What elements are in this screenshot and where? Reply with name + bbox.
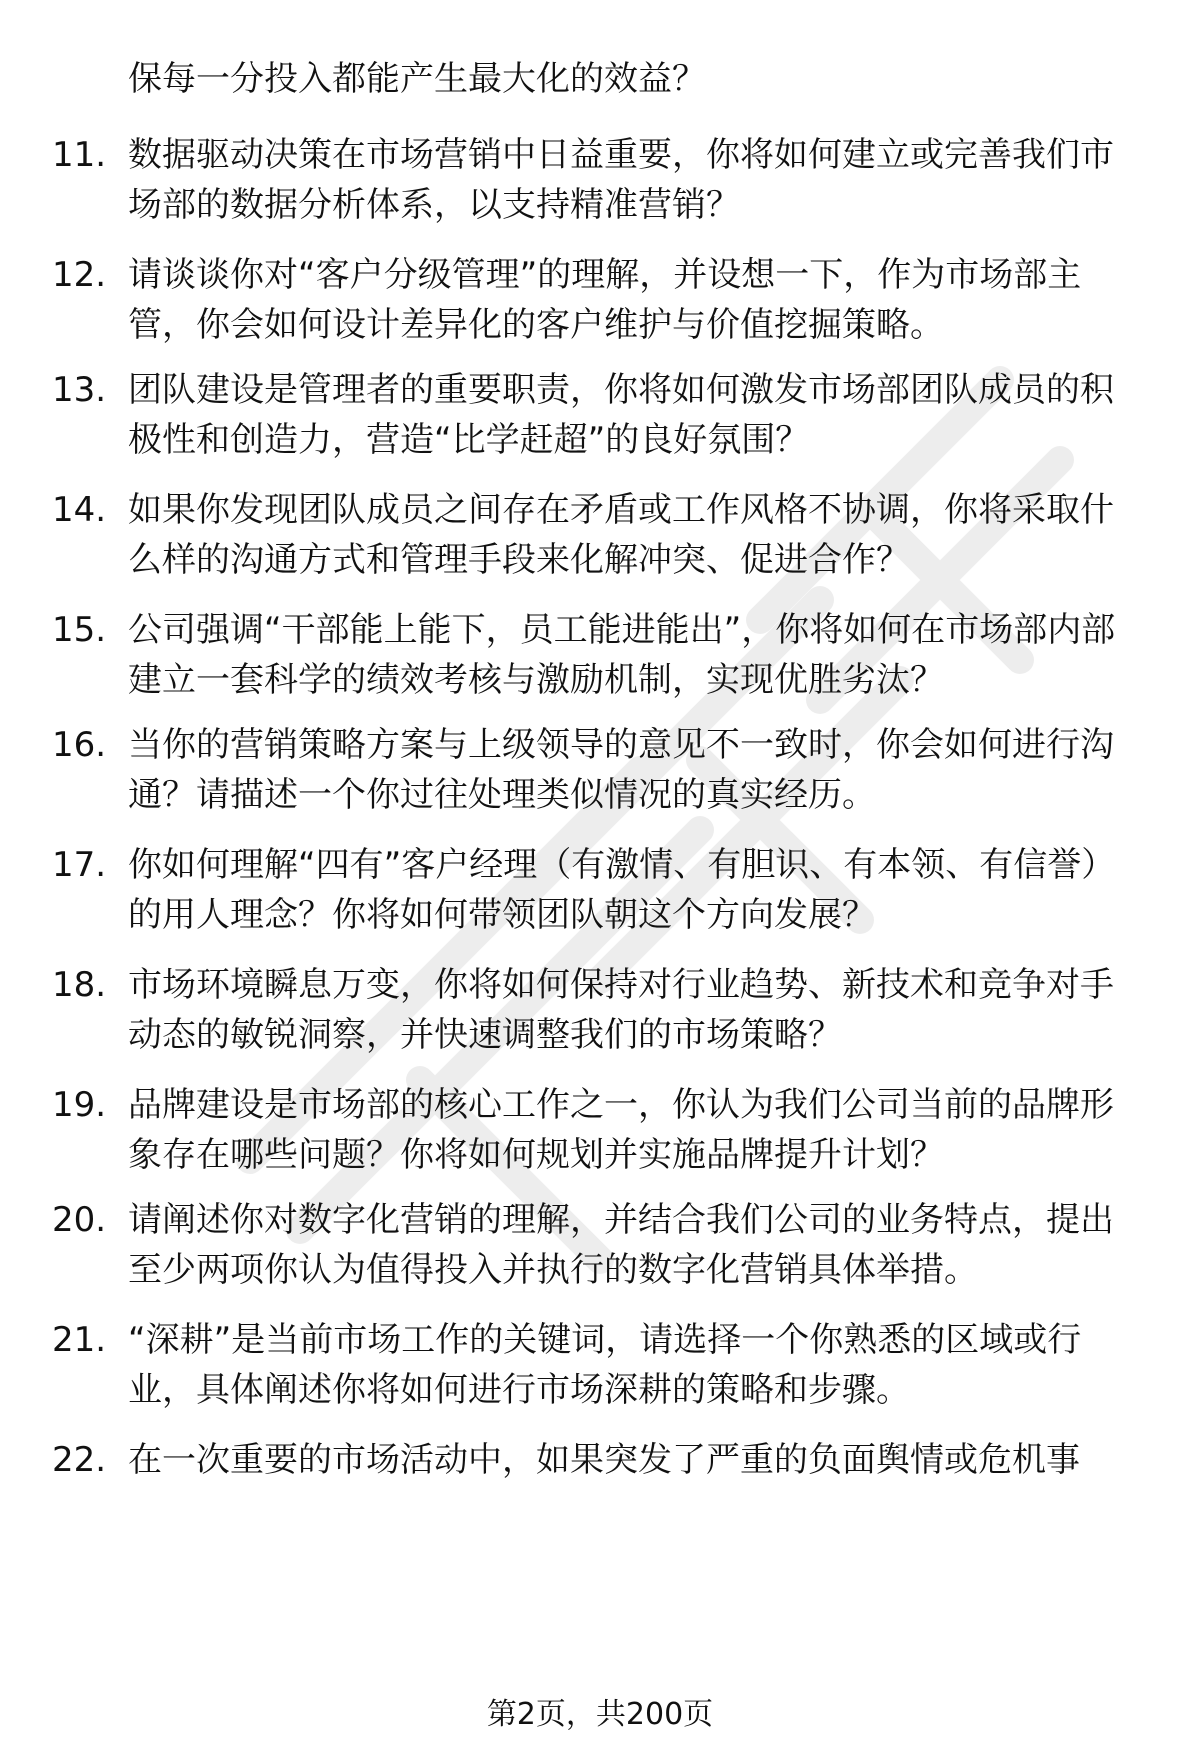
question-item	[52, 250, 1142, 350]
question-item	[52, 960, 1142, 1060]
question-number: 18.	[52, 965, 107, 1005]
question-text: 在一次重要的市场活动中，如果突发了严重的负面舆情或危机事	[128, 1440, 1080, 1480]
question-item	[52, 840, 1142, 940]
question-text: 市场环境瞬息万变，你将如何保持对行业趋势、新技术和竞争对手动态的敏锐洞察，并快速调整我们的市场策略？	[128, 965, 1114, 1055]
question-item	[52, 605, 1142, 705]
question-text: 公司强调“干部能上能下，员工能进能出”，你将如何在市场部内部建立一套科学的绩效考核与激励机制，实现优胜劣汰？	[128, 610, 1116, 700]
question-item	[52, 1080, 1142, 1180]
question-text: 你如何理解“四有”客户经理（有激情、有胆识、有本领、有信誉）的用人理念？你将如何带领团队朝这个方向发展？	[128, 845, 1116, 935]
question-text: 团队建设是管理者的重要职责，你将如何激发市场部团队成员的积极性和创造力，营造“比学赶超”的良好氛围？	[128, 370, 1114, 460]
question-number: 19.	[52, 1085, 107, 1125]
question-item	[52, 720, 1142, 820]
question-item	[52, 1435, 1142, 1485]
question-number: 15.	[52, 610, 107, 650]
question-number: 22.	[52, 1440, 107, 1480]
question-text: 数据驱动决策在市场营销中日益重要，你将如何建立或完善我们市场部的数据分析体系，以支持精准营销？	[128, 135, 1114, 225]
question-item	[52, 485, 1142, 585]
question-number: 11.	[52, 135, 107, 175]
question-text: 当你的营销策略方案与上级领导的意见不一致时，你会如何进行沟通？请描述一个你过往处理类似情况的真实经历。	[128, 725, 1114, 815]
question-item	[52, 365, 1142, 465]
question-number: 12.	[52, 255, 107, 295]
question-text: 请阐述你对数字化营销的理解，并结合我们公司的业务特点，提出至少两项你认为值得投入并执行的数字化营销具体举措。	[128, 1200, 1114, 1290]
continuation-text: 保每一分投入都能产生最大化的效益？	[128, 59, 706, 99]
question-number: 21.	[52, 1320, 107, 1360]
question-item	[52, 1195, 1142, 1295]
question-item	[52, 1315, 1142, 1415]
page-footer: 第2页，共200页	[486, 1697, 714, 1732]
question-number: 20.	[52, 1200, 107, 1240]
question-number: 17.	[52, 845, 107, 885]
question-text: 品牌建设是市场部的核心工作之一，你认为我们公司当前的品牌形象存在哪些问题？你将如何规划并实施品牌提升计划？	[128, 1085, 1114, 1175]
question-text: 如果你发现团队成员之间存在矛盾或工作风格不协调，你将采取什么样的沟通方式和管理手段来化解冲突、促进合作？	[128, 490, 1114, 580]
question-number: 14.	[52, 490, 107, 530]
question-text: “深耕”是当前市场工作的关键词，请选择一个你熟悉的区域或行业，具体阐述你将如何进行市场深耕的策略和步骤。	[128, 1320, 1082, 1410]
question-number: 16.	[52, 725, 107, 765]
question-text: 请谈谈你对“客户分级管理”的理解，并设想一下，作为市场部主管，你会如何设计差异化的客户维护与价值挖掘策略。	[128, 255, 1082, 345]
question-item	[52, 130, 1142, 230]
question-number: 13.	[52, 370, 107, 410]
